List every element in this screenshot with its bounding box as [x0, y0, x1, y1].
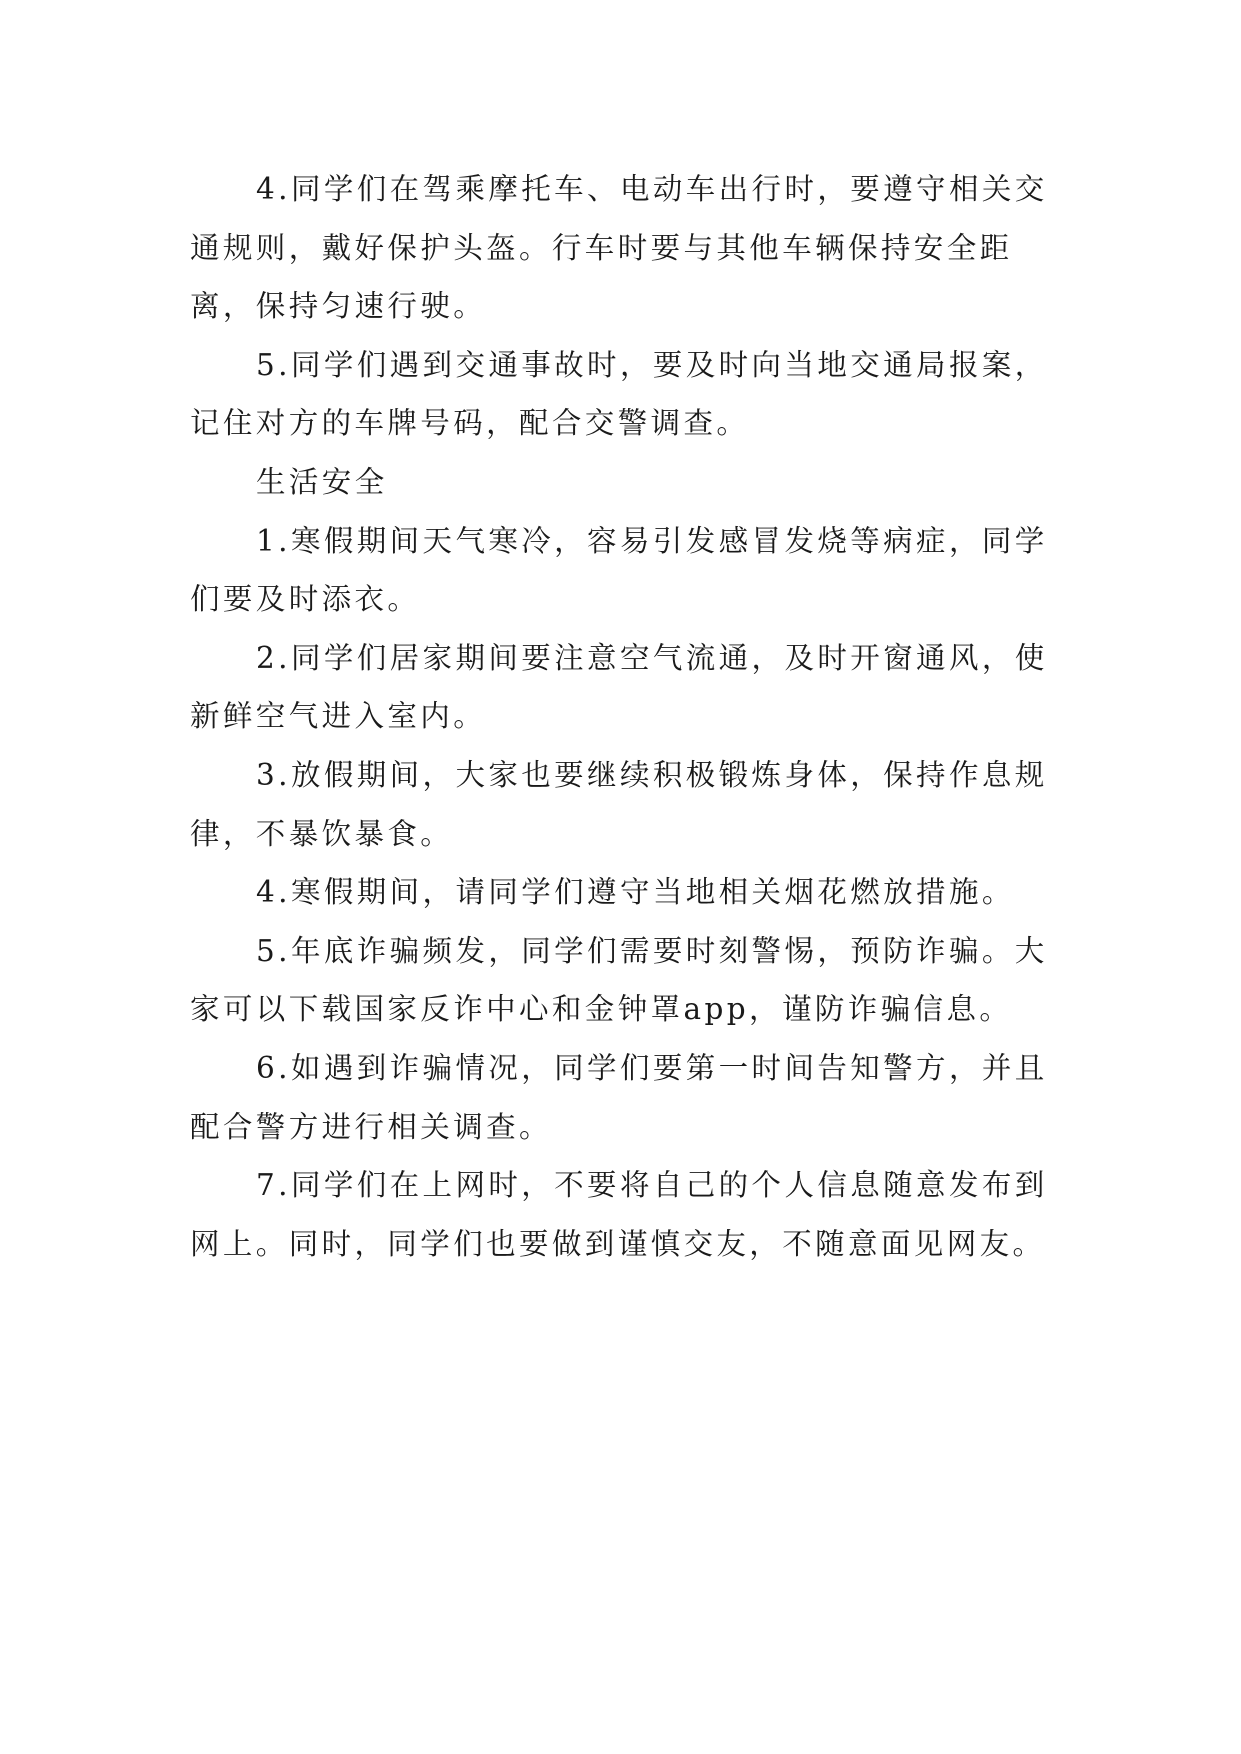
paragraph-traffic-5: 5.同学们遇到交通事故时，要及时向当地交通局报案，记住对方的车牌号码，配合交警调查。 [190, 347, 1048, 441]
paragraph-life-4: 4.寒假期间，请同学们遵守当地相关烟花燃放措施。 [256, 875, 1015, 910]
paragraph-life-5: 5.年底诈骗频发，同学们需要时刻警惕，预防诈骗。大家可以下载国家反诈中心和金钟罩app，谨防诈骗信息。 [190, 933, 1048, 1027]
paragraph-life-7: 7.同学们在上网时，不要将自己的个人信息随意发布到网上。同时，同学们也要做到谨慎交友，不随意面见网友。 [190, 1168, 1048, 1261]
document-body [190, 160, 1050, 1273]
paragraph-life-1: 1.寒假期间天气寒冷，容易引发感冒发烧等病症，同学们要及时添衣。 [190, 523, 1048, 617]
paragraph-life-3: 3.放假期间，大家也要继续积极锻炼身体，保持作息规律，不暴饮暴食。 [190, 757, 1048, 851]
section-heading-life-safety: 生活安全 [256, 464, 388, 499]
paragraph-life-2: 2.同学们居家期间要注意空气流通，及时开窗通风，使新鲜空气进入室内。 [190, 640, 1048, 734]
paragraph-traffic-4: 4.同学们在驾乘摩托车、电动车出行时，要遵守相关交通规则，戴好保护头盔。行车时要与其他车辆保持安全距离，保持匀速行驶。 [190, 172, 1048, 324]
paragraph-life-6: 6.如遇到诈骗情况，同学们要第一时间告知警方，并且配合警方进行相关调查。 [190, 1050, 1048, 1144]
